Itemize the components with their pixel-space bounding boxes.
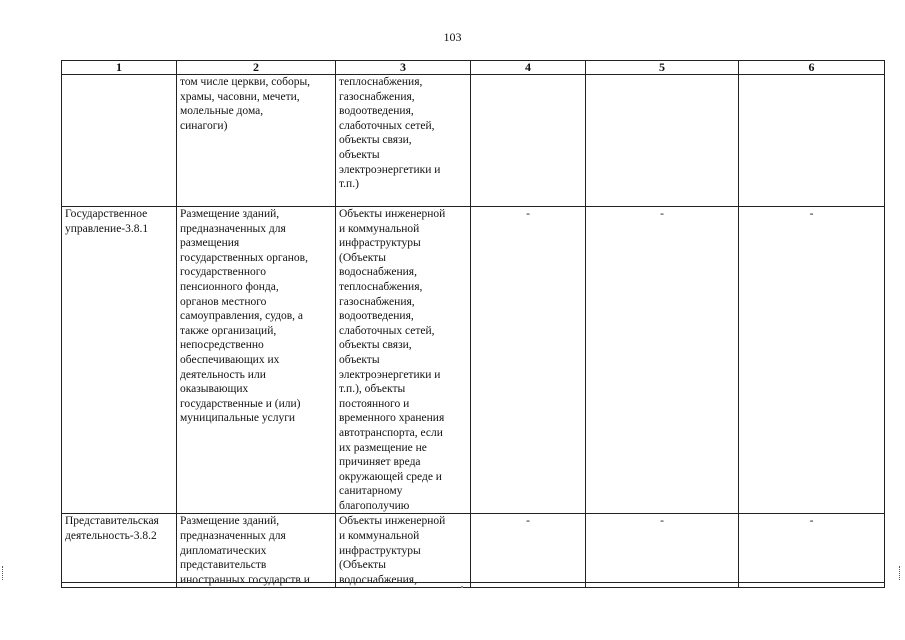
scan-speck — [461, 586, 463, 588]
column-4-cell: - — [471, 207, 586, 514]
description-text: том числе церкви, соборы, храмы, часовни, мечети, молельные дома, синагоги) — [180, 76, 311, 132]
table-row — [62, 207, 885, 514]
column-header-2: 2 — [177, 61, 336, 75]
description-text: Размещение зданий, предназначенных для дипломатических представительств иностранных государств и — [180, 515, 310, 586]
column-6-cell — [739, 75, 885, 207]
column-4-cell — [471, 75, 586, 207]
column-header-5: 5 — [586, 61, 739, 75]
auxiliary-use-text: теплоснабжения, газоснабжения, водоотведения, слаботочных сетей, объекты связи, объекты электроэнергетики и т.п.) — [339, 76, 441, 191]
column-5-cell — [586, 75, 739, 207]
land-use-type-text: Государственное управление-3.8.1 — [65, 208, 149, 235]
auxiliary-use-cell — [336, 514, 471, 588]
column-5-cell: - — [586, 514, 739, 588]
column-4-cell: - — [471, 514, 586, 588]
page-number: 103 — [443, 30, 462, 44]
column-5-cell: - — [586, 207, 739, 514]
table-row — [62, 75, 885, 207]
auxiliary-use-cell — [336, 207, 471, 514]
column-header-4: 4 — [471, 61, 586, 75]
header-row — [62, 61, 885, 75]
right-scan-edge-mark — [899, 566, 904, 580]
auxiliary-use-text: Объекты инженерной и коммунальной инфраструктуры (Объекты водоснабжения, — [339, 515, 446, 586]
description-text: Размещение зданий, предназначенных для размещения государственных органов, государственного пенсионного фонда, органов местного самоуправления, судов, а также организаций, непосредственно обеспечивающих их деятельность или оказывающих государственные и (или) муниципальные услуги — [180, 208, 308, 425]
zoning-table — [61, 60, 885, 588]
description-cell — [177, 514, 336, 588]
auxiliary-use-text: Объекты инженерной и коммунальной инфраструктуры (Объекты водоснабжения, теплоснабжения, газоснабжения, водоотведения, слаботочных сетей, объекты связи, объекты электроэнергетики и т.п.), объекты постоянного и временного хранения автотранспорта, если их размещение не причиняет вреда окружающей среде и санитарному благополучию — [339, 208, 446, 512]
column-6-cell: - — [739, 207, 885, 514]
land-use-type-cell — [62, 207, 177, 514]
column-header-3: 3 — [336, 61, 471, 75]
column-header-6: 6 — [739, 61, 885, 75]
land-use-type-cell — [62, 514, 177, 588]
land-use-type-cell — [62, 75, 177, 207]
land-use-type-text: Представительская деятельность-3.8.2 — [65, 515, 159, 543]
left-scan-edge-mark — [2, 566, 7, 580]
description-cell — [177, 75, 336, 207]
description-cell — [177, 207, 336, 514]
column-header-1: 1 — [62, 61, 177, 75]
column-6-cell: - — [739, 514, 885, 588]
page-cut-line — [61, 582, 884, 583]
table-row — [62, 514, 885, 588]
auxiliary-use-cell — [336, 75, 471, 207]
